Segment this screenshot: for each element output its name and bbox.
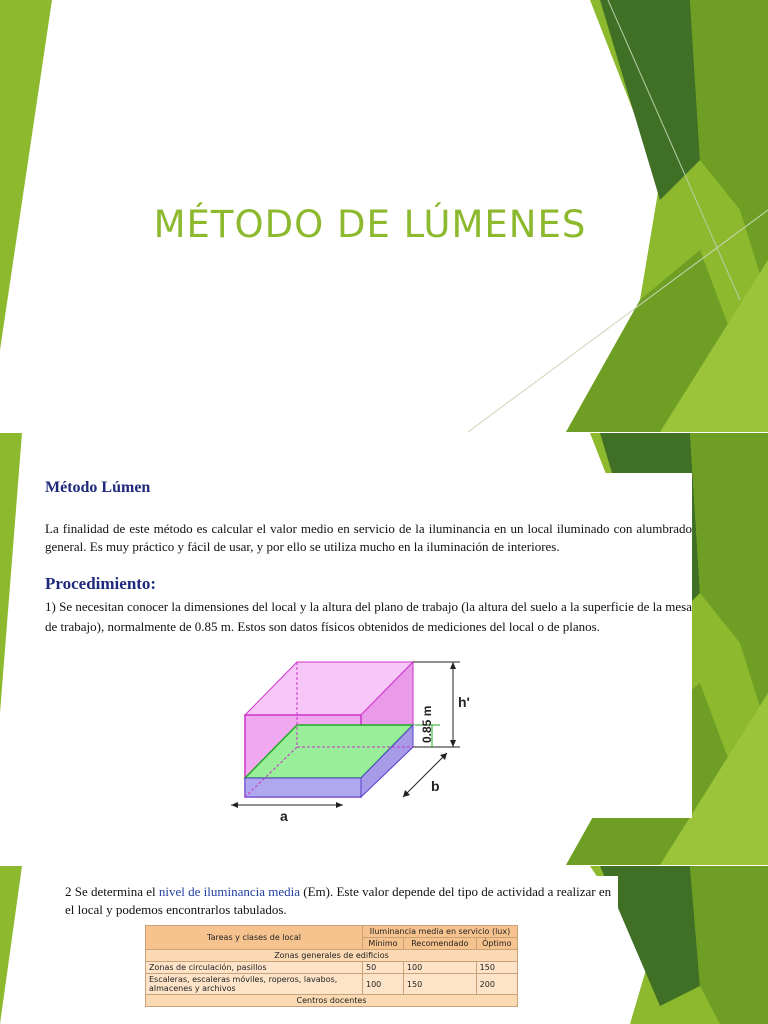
- table-cell-rec: 100: [403, 962, 476, 974]
- illuminance-table: [145, 925, 518, 1007]
- table-group-header: Iluminancia media en servicio (lux): [363, 926, 518, 938]
- table-cell-task: Zonas de circulación, pasillos: [146, 962, 363, 974]
- label-085: 0.85 m: [420, 705, 434, 743]
- intro-paragraph: La finalidad de este método es calcular el valor medio en servicio de la iluminancia en un local iluminado con alumbrado general. Es muy práctico y fácil de usar, y por ello se utiliza mucho en la iluminación de interiores.: [45, 521, 692, 554]
- procedure-heading: Procedimiento:: [45, 574, 157, 593]
- table-col-task-header: Tareas y clases de local: [146, 926, 363, 950]
- table-cell-min: 50: [363, 962, 404, 974]
- label-a: a: [280, 808, 288, 824]
- slide-title: [0, 0, 768, 432]
- table-cell-task: Escaleras, escaleras móviles, roperos, lavabos, almacenes y archivos: [146, 974, 363, 995]
- label-b: b: [431, 778, 440, 794]
- table-row: [146, 974, 518, 995]
- table-sub-header: Recomendado: [403, 938, 476, 950]
- table-row: [146, 962, 518, 974]
- presentation-title: MÉTODO DE LÚMENES: [153, 203, 587, 246]
- illuminance-link[interactable]: nivel de iluminancia media: [158, 884, 301, 899]
- table-section: Centros docentes: [146, 995, 518, 1007]
- step2-paragraph: 2 Se determina el nivel de iluminancia media (Em). Este valor depende del tipo de actividad a realizar en el local y podemos encontrarlos tabulados.: [65, 884, 612, 917]
- slide-method: [0, 433, 768, 865]
- section-heading: Método Lúmen: [45, 479, 151, 496]
- table-cell-opt: 200: [476, 974, 517, 995]
- table-sub-header: Mínimo: [363, 938, 404, 950]
- table-cell-opt: 150: [476, 962, 517, 974]
- table-sub-header: Óptimo: [476, 938, 517, 950]
- label-h-prime: h': [458, 694, 470, 710]
- table-section: Zonas generales de edificios: [146, 950, 518, 962]
- step1-paragraph: 1) Se necesitan conocer la dimensiones del local y la altura del plano de trabajo (la altura del suelo a la superficie de la mesa de trabajo), normalmente de 0.85 m. Estos son datos físicos obtenidos de mediciones del local o de planos.: [45, 599, 692, 634]
- table-cell-min: 100: [363, 974, 404, 995]
- room-diagram: [225, 655, 485, 825]
- table-cell-rec: 150: [403, 974, 476, 995]
- slide-illuminance: [0, 866, 768, 1024]
